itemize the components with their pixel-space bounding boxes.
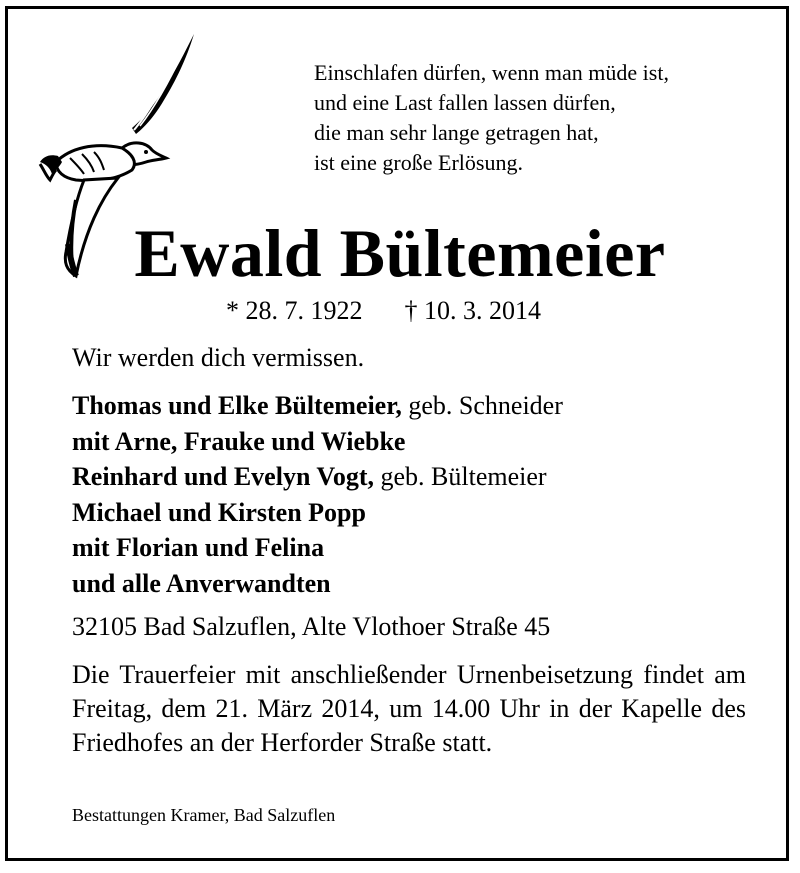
family-line: [72, 388, 563, 424]
family-names: mit Arne, Frauke und Wiebke: [72, 426, 406, 456]
family-names: Thomas und Elke Bültemeier,: [72, 391, 402, 420]
life-dates: [226, 294, 541, 328]
poem-line: die man sehr lange getragen hat,: [314, 120, 599, 145]
family-names: mit Florian und Felina: [72, 533, 325, 562]
family-line: [72, 566, 563, 602]
poem-line: und eine Last fallen lassen dürfen,: [314, 90, 616, 115]
family-line: [72, 495, 563, 531]
deceased-name: Ewald Bültemeier: [134, 215, 666, 291]
family-note: geb. Schneider: [401, 391, 563, 420]
family-line: [72, 424, 563, 460]
funeral-details: Die Trauerfeier mit anschließender Urnenbeisetzung findet am Freitag, dem 21. März 2014, um 14.00 Uhr in der Kapelle des Friedhofes an der Herforder Straße statt.: [72, 660, 746, 757]
family-list: [72, 388, 563, 601]
family-line: [72, 530, 563, 566]
family-names: Michael und Kirsten Popp: [72, 497, 366, 527]
family-note: geb. Bültemeier: [373, 462, 547, 491]
birth-date: * 28. 7. 1922: [226, 296, 363, 325]
address: 32105 Bad Salzuflen, Alte Vlothoer Straße 45: [72, 612, 551, 641]
poem-line: Einschlafen dürfen, wenn man müde ist,: [314, 60, 669, 85]
miss-text: Wir werden dich vermissen.: [72, 343, 365, 372]
family-names: Reinhard und Evelyn Vogt,: [72, 462, 374, 491]
family-names: und alle Anverwandten: [72, 568, 331, 598]
family-line: [72, 459, 563, 495]
undertaker: Bestattungen Kramer, Bad Salzuflen: [72, 805, 336, 825]
poem-line: ist eine große Erlösung.: [314, 150, 523, 175]
poem: [314, 58, 669, 178]
death-date: † 10. 3. 2014: [404, 296, 541, 325]
